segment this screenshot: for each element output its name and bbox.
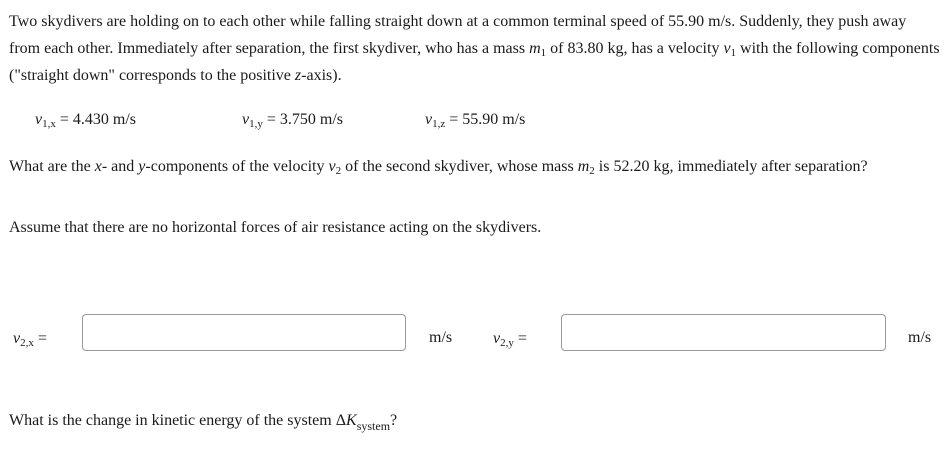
v2y-subscript: 2,y — [500, 337, 514, 349]
intro-text-3: with the following components ("straight down" corresponds to the positive — [9, 40, 940, 84]
v2y-equals: = — [513, 330, 527, 347]
v1z-subscript: 1,z — [432, 118, 446, 130]
v1y-value: = 3.750 m/s — [262, 111, 343, 128]
problem-intro — [9, 8, 941, 89]
v1z-symbol: v — [425, 111, 433, 128]
question-velocity — [9, 153, 889, 180]
v2-symbol: v — [328, 158, 336, 175]
k-symbol: K — [346, 412, 357, 429]
v1y-subscript: 1,y — [249, 118, 263, 130]
v2y-unit: m/s — [908, 329, 932, 346]
v2y-input[interactable] — [561, 314, 886, 351]
y-symbol: y — [138, 158, 146, 175]
question-kinetic-energy — [9, 407, 397, 434]
q1-text-1: What are the — [9, 158, 95, 175]
q2-text-2: ? — [390, 412, 398, 429]
intro-text-4: -axis). — [301, 67, 342, 84]
m2-symbol: m — [577, 158, 590, 175]
q1-text-5: is 52.20 kg, immediately after separation? — [594, 158, 868, 175]
v2y-label — [493, 330, 527, 348]
v1-subscript: 1 — [730, 47, 737, 59]
intro-text-2: of 83.80 kg, has a velocity — [546, 40, 724, 57]
v1x-value: = 4.430 m/s — [55, 111, 136, 128]
m2-subscript: 2 — [589, 165, 595, 177]
v2x-unit: m/s — [429, 329, 453, 346]
v2x-label — [13, 330, 47, 348]
v1-symbol: v — [723, 40, 731, 57]
v1x-component — [35, 111, 136, 129]
v2x-symbol: v — [13, 330, 21, 347]
m1-symbol: m — [529, 40, 541, 57]
v2y-symbol: v — [493, 330, 501, 347]
delta-symbol: Δ — [335, 412, 347, 429]
v2x-input[interactable] — [82, 314, 406, 351]
v2x-equals: = — [33, 330, 47, 347]
v1y-component — [242, 111, 343, 129]
v2x-subscript: 2,x — [20, 337, 34, 349]
q1-text-4: of the second skydiver, whose mass — [341, 158, 578, 175]
v1y-symbol: v — [242, 111, 250, 128]
v1z-component — [425, 111, 525, 129]
v2-subscript: 2 — [335, 165, 342, 177]
intro-text-1: Two skydivers are holding on to each other while falling straight down at a common terminal speed of 55.90 m/s. Suddenly, they push away from each other. Immediately after separation, the first skydiver, who has a mass — [9, 13, 907, 57]
q2-text-1: What is the change in kinetic energy of the system — [9, 412, 336, 429]
k-subscript: system — [356, 419, 391, 433]
assumption-text: Assume that there are no horizontal forces of air resistance acting on the skydivers. — [9, 219, 542, 236]
z-symbol: z — [294, 67, 302, 84]
v1z-value: = 55.90 m/s — [445, 111, 526, 128]
v1x-subscript: 1,x — [42, 118, 56, 130]
q1-text-3: -components of the velocity — [145, 158, 329, 175]
q1-text-2: - and — [101, 158, 139, 175]
x-symbol: x — [94, 158, 102, 175]
v1x-symbol: v — [35, 111, 43, 128]
m1-subscript: 1 — [540, 47, 547, 59]
